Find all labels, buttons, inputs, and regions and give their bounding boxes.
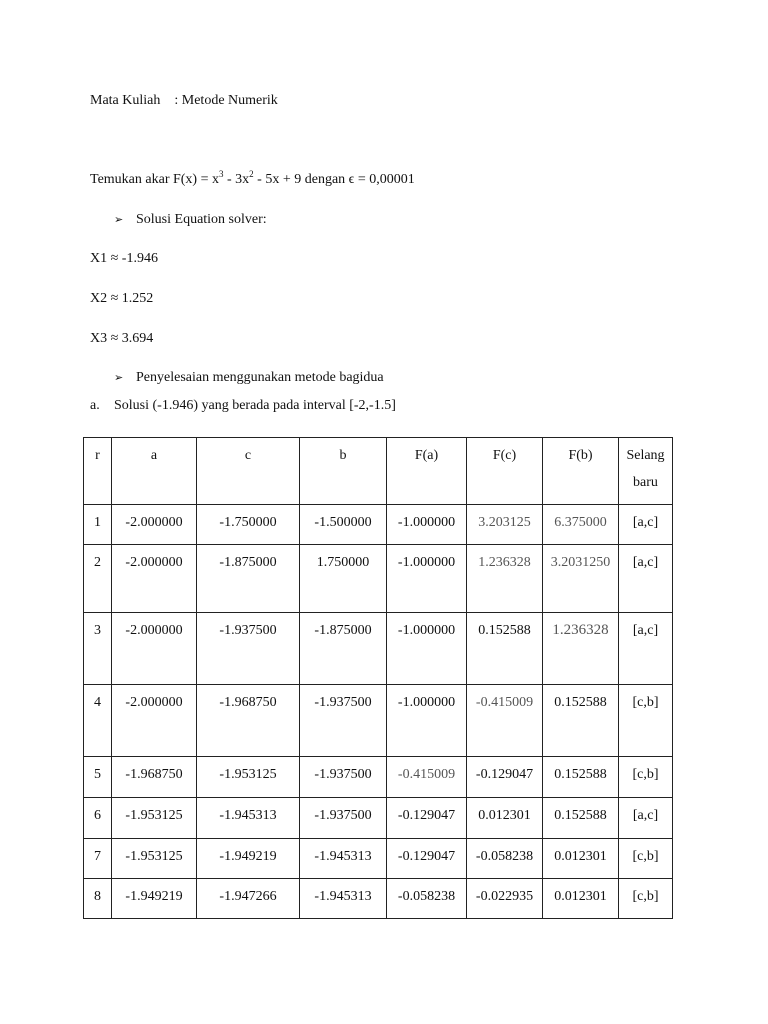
cell-fc: 0.152588 bbox=[467, 613, 543, 685]
table-row bbox=[84, 839, 673, 879]
header-fa: F(a) bbox=[387, 438, 467, 505]
cell-selang: [c,b] bbox=[619, 879, 673, 919]
cell-fa: -0.129047 bbox=[387, 839, 467, 879]
table-row bbox=[84, 798, 673, 839]
cell-selang: [a,c] bbox=[619, 613, 673, 685]
cell-a: -2.000000 bbox=[112, 685, 197, 757]
cell-r: 3 bbox=[84, 613, 112, 685]
root-x1: X1 ≈ -1.946 bbox=[90, 251, 158, 266]
bullet-solver-text: Solusi Equation solver: bbox=[136, 212, 267, 227]
cell-r: 2 bbox=[84, 545, 112, 613]
bullet-bisection-text: Penyelesaian menggunakan metode bagidua bbox=[136, 370, 384, 385]
cell-c: -1.968750 bbox=[197, 685, 300, 757]
header-fb: F(b) bbox=[543, 438, 619, 505]
table-row bbox=[84, 505, 673, 545]
cell-a: -1.953125 bbox=[112, 798, 197, 839]
cell-r: 7 bbox=[84, 839, 112, 879]
arrow-bullet-icon: ➢ bbox=[114, 372, 124, 384]
header-b: b bbox=[300, 438, 387, 505]
arrow-bullet-icon: ➢ bbox=[114, 214, 124, 226]
cell-fc: -0.129047 bbox=[467, 757, 543, 798]
cell-r: 5 bbox=[84, 757, 112, 798]
cell-fb: 0.152588 bbox=[543, 757, 619, 798]
cell-fa: -0.129047 bbox=[387, 798, 467, 839]
table-row bbox=[84, 685, 673, 757]
cell-fa: -1.000000 bbox=[387, 545, 467, 613]
header-c: c bbox=[197, 438, 300, 505]
cell-fc: -0.022935 bbox=[467, 879, 543, 919]
cell-a: -1.949219 bbox=[112, 879, 197, 919]
cell-fb: 1.236328 bbox=[543, 613, 619, 685]
cell-selang: [c,b] bbox=[619, 685, 673, 757]
cell-fc: 0.012301 bbox=[467, 798, 543, 839]
table-row bbox=[84, 879, 673, 919]
course-label: Mata Kuliah bbox=[90, 93, 161, 108]
bisection-table bbox=[83, 437, 673, 919]
cell-r: 4 bbox=[84, 685, 112, 757]
cell-b: -1.500000 bbox=[300, 505, 387, 545]
task-suffix: - 5x + 9 dengan ϵ = 0,00001 bbox=[253, 172, 415, 187]
cell-b: -1.945313 bbox=[300, 839, 387, 879]
table-header-row bbox=[84, 438, 673, 505]
cell-fb: 0.152588 bbox=[543, 685, 619, 757]
course-value: : Metode Numerik bbox=[174, 93, 278, 108]
cell-a: -2.000000 bbox=[112, 613, 197, 685]
cell-b: 1.750000 bbox=[300, 545, 387, 613]
cell-r: 6 bbox=[84, 798, 112, 839]
cell-b: -1.875000 bbox=[300, 613, 387, 685]
cell-c: -1.945313 bbox=[197, 798, 300, 839]
cell-selang: [c,b] bbox=[619, 757, 673, 798]
table-row bbox=[84, 545, 673, 613]
cell-selang: [c,b] bbox=[619, 839, 673, 879]
cell-selang: [a,c] bbox=[619, 798, 673, 839]
cell-fb: 0.152588 bbox=[543, 798, 619, 839]
cell-c: -1.947266 bbox=[197, 879, 300, 919]
task-prefix: Temukan akar F(x) = x bbox=[90, 172, 219, 187]
cell-r: 8 bbox=[84, 879, 112, 919]
cell-fc: 3.203125 bbox=[467, 505, 543, 545]
bullet-solver bbox=[114, 212, 267, 228]
cell-fa: -0.415009 bbox=[387, 757, 467, 798]
cell-b: -1.937500 bbox=[300, 757, 387, 798]
header-r: r bbox=[84, 438, 112, 505]
header-fc: F(c) bbox=[467, 438, 543, 505]
cell-a: -1.953125 bbox=[112, 839, 197, 879]
subsection-marker: a. bbox=[90, 398, 100, 413]
header-selang: Selang baru bbox=[619, 438, 673, 505]
cell-fa: -1.000000 bbox=[387, 505, 467, 545]
subsection-a bbox=[90, 398, 396, 414]
cell-fb: 6.375000 bbox=[543, 505, 619, 545]
cell-c: -1.750000 bbox=[197, 505, 300, 545]
cell-fa: -1.000000 bbox=[387, 685, 467, 757]
course-line bbox=[90, 93, 278, 109]
cell-fc: -0.415009 bbox=[467, 685, 543, 757]
cell-fb: 3.2031250 bbox=[543, 545, 619, 613]
cell-fa: -1.000000 bbox=[387, 613, 467, 685]
subsection-text: Solusi (-1.946) yang berada pada interval [-2,-1.5] bbox=[114, 398, 396, 413]
bullet-bisection bbox=[114, 370, 384, 386]
cell-fc: -0.058238 bbox=[467, 839, 543, 879]
cell-c: -1.949219 bbox=[197, 839, 300, 879]
cell-b: -1.945313 bbox=[300, 879, 387, 919]
cell-a: -2.000000 bbox=[112, 545, 197, 613]
cell-b: -1.937500 bbox=[300, 685, 387, 757]
cell-fa: -0.058238 bbox=[387, 879, 467, 919]
table-row bbox=[84, 613, 673, 685]
table-row bbox=[84, 757, 673, 798]
task-mid: - 3x bbox=[223, 172, 250, 187]
root-x3: X3 ≈ 3.694 bbox=[90, 331, 154, 346]
cell-fc: 1.236328 bbox=[467, 545, 543, 613]
cell-c: -1.953125 bbox=[197, 757, 300, 798]
cell-fb: 0.012301 bbox=[543, 879, 619, 919]
root-x2: X2 ≈ 1.252 bbox=[90, 291, 154, 306]
cell-c: -1.875000 bbox=[197, 545, 300, 613]
cell-fb: 0.012301 bbox=[543, 839, 619, 879]
header-a: a bbox=[112, 438, 197, 505]
task-statement bbox=[90, 169, 415, 188]
exponent-3: 3 bbox=[219, 169, 224, 179]
exponent-2: 2 bbox=[249, 169, 254, 179]
cell-selang: [a,c] bbox=[619, 545, 673, 613]
cell-a: -1.968750 bbox=[112, 757, 197, 798]
cell-selang: [a,c] bbox=[619, 505, 673, 545]
cell-c: -1.937500 bbox=[197, 613, 300, 685]
cell-a: -2.000000 bbox=[112, 505, 197, 545]
cell-b: -1.937500 bbox=[300, 798, 387, 839]
cell-r: 1 bbox=[84, 505, 112, 545]
